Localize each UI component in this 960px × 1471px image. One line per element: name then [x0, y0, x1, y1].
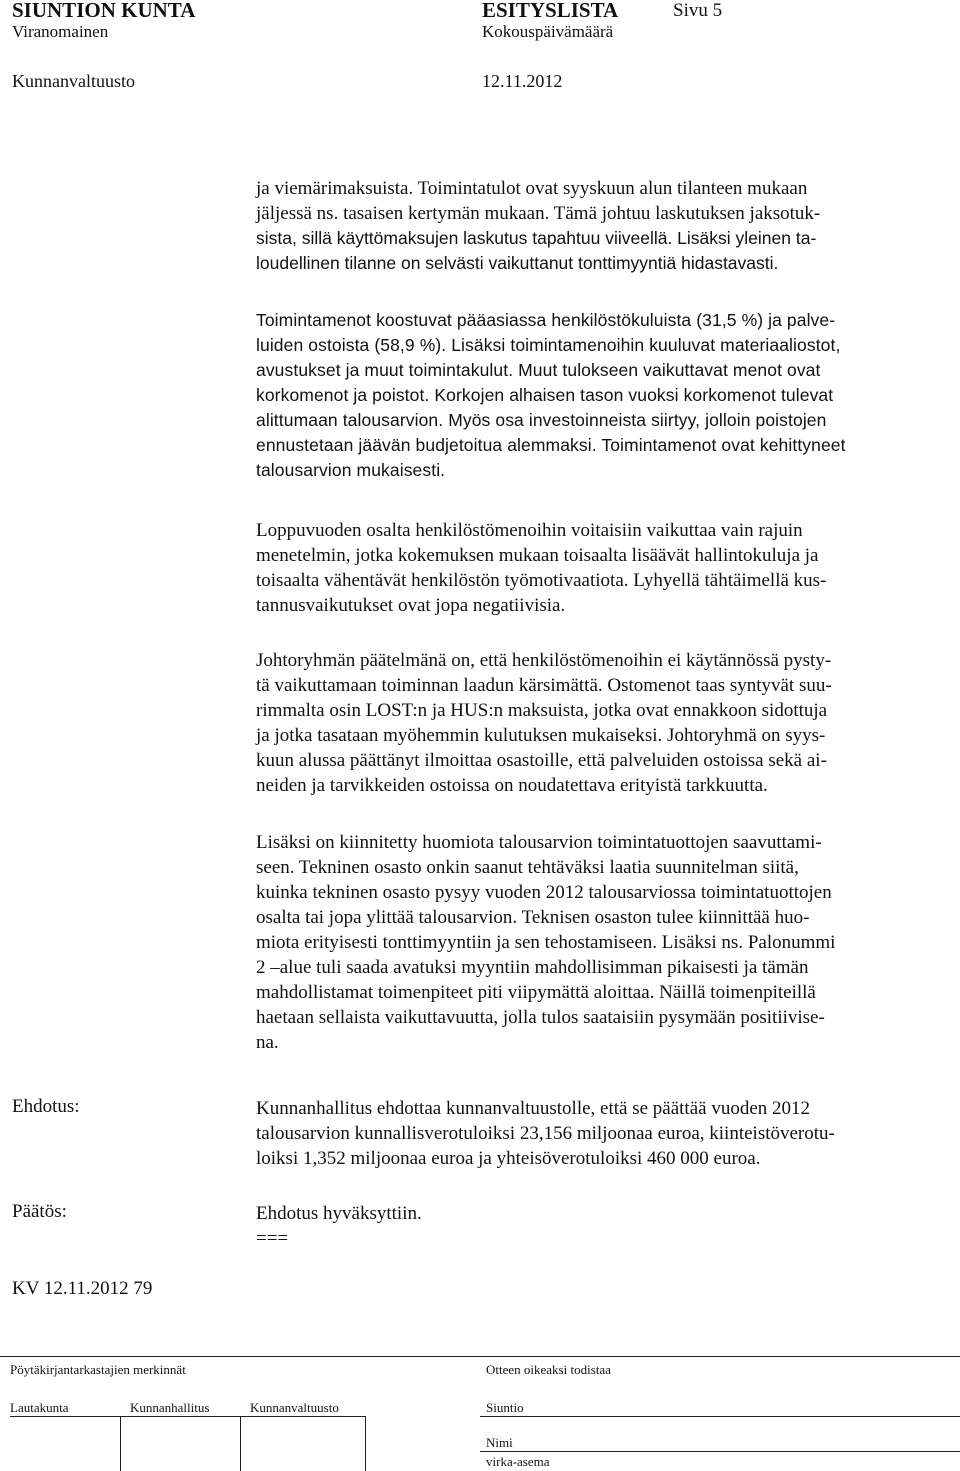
footer-col-board: Lautakunta: [10, 1400, 69, 1415]
footer-col-council: Kunnanvaltuusto: [250, 1400, 339, 1415]
paragraph-line: miota erityisesti tonttimyyntiin ja sen tehostamiseen. Lisäksi ns. Palonummi: [256, 932, 836, 953]
proposal-text: [256, 1096, 946, 1171]
paragraph-line: ennustetaan jäävän budjetoitua alemmaksi. Toimintamenot ovat kehittyneet: [256, 435, 846, 455]
paragraph-line: kuun alussa päättänyt ilmoittaa osastoille, että palveluiden ostoissa sekä ai-: [256, 750, 827, 771]
paragraph-line: seen. Tekninen osasto onkin saanut tehtäväksi laatia suunnitelman siitä,: [256, 857, 799, 878]
paragraph-line: Lisäksi on kiinnitetty huomiota talousarvion toimintatuottojen saavuttami-: [256, 832, 822, 853]
paragraph-line: talousarvion mukaisesti.: [256, 460, 446, 480]
footer-rule-right: [480, 1416, 960, 1417]
paragraph-1: [256, 176, 946, 276]
paragraph-line: tä vaikuttamaan toiminnan laadun kärsimättä. Ostomenot taas syntyvät suu-: [256, 675, 832, 696]
paragraph-line: toisaalta vähentävät henkilöstön työmotivaatiota. Lyhyellä tähtäimellä kus-: [256, 570, 827, 591]
paragraph-3: [256, 518, 946, 618]
paragraph-line: korkomenot ja poistot. Korkojen alhaisen tason vuoksi korkomenot tulevat: [256, 385, 834, 405]
footer-certify-title: Otteen oikeaksi todistaa: [486, 1362, 611, 1377]
paragraph-line: kuinka tekninen osasto pysyy vuoden 2012 talousarviossa toimintatuottojen: [256, 882, 832, 903]
paragraph-5: [256, 830, 946, 1055]
meeting-body: Kunnanvaltuusto: [12, 71, 135, 91]
paragraph-line: rimmalta osin LOST:n ja HUS:n maksuista, jotka ovat ennakkoon sidottuja: [256, 700, 828, 721]
footer-name-label: Nimi: [486, 1435, 513, 1450]
paragraph-line: avustukset ja muut toimintakulut. Muut tulokseen vaikuttavat menot ovat: [256, 360, 821, 380]
footer-rule-left: [10, 1416, 365, 1417]
paragraph-line: Loppuvuoden osalta henkilöstömenoihin voitaisiin vaikuttaa vain rajuin: [256, 520, 803, 541]
paragraph-line: sista, sillä käyttömaksujen laskutus tapahtuu viiveellä. Lisäksi yleinen ta-: [256, 228, 817, 248]
municipality-name: SIUNTION KUNTA: [12, 0, 196, 22]
paragraph-line: mahdollistamat toimenpiteet piti viipymättä aloittaa. Näillä toimenpiteillä: [256, 982, 816, 1003]
paragraph-line: 2 –alue tuli saada avatuksi myyntiin mahdollisimman pikaisesti ja tämän: [256, 957, 809, 978]
decision-line: Ehdotus hyväksyttiin.: [256, 1203, 422, 1224]
meeting-date: 12.11.2012: [482, 71, 563, 91]
decision-label: Päätös:: [12, 1201, 67, 1222]
footer-divider-2: [240, 1416, 241, 1471]
signature-footer: [0, 1356, 960, 1471]
proposal-label: Ehdotus:: [12, 1096, 80, 1117]
footer-divider-1: [120, 1416, 121, 1471]
paragraph-line: jäljessä ns. tasaisen kertymän mukaan. Tämä johtuu laskutuksen jaksotuk-: [256, 203, 821, 224]
document-type: ESITYSLISTA: [482, 0, 619, 22]
paragraph-line: neiden ja tarvikkeiden ostoissa on noudatettava erityistä tarkkuutta.: [256, 775, 768, 796]
paragraph-line: na.: [256, 1032, 279, 1053]
paragraph-line: tannusvaikutukset ovat jopa negatiivisia.: [256, 595, 566, 616]
footer-rule-name: [480, 1451, 960, 1452]
paragraph-2: [256, 308, 946, 483]
paragraph-line: osalta tai jopa ylittää talousarvion. Teknisen osaston tulee kiinnittää huo-: [256, 907, 810, 928]
reference-number: KV 12.11.2012 79: [12, 1278, 153, 1299]
decision-separator: ===: [256, 1228, 289, 1249]
paragraph-line: ja viemärimaksuista. Toimintatulot ovat syyskuun alun tilanteen mukaan: [256, 178, 808, 199]
paragraph-line: luiden ostoista (58,9 %). Lisäksi toimintamenoihin kuuluvat materiaaliostot,: [256, 335, 841, 355]
authority-label: Viranomainen: [12, 22, 109, 41]
paragraph-line: haetaan sellaista vaikuttavuutta, jolla tulos saataisiin pysymään positiivise-: [256, 1007, 825, 1028]
decision-text: [256, 1201, 946, 1251]
paragraph-line: loudellinen tilanne on selvästi vaikuttanut tonttimyyntiä hidastavasti.: [256, 253, 779, 273]
footer-divider-3: [365, 1416, 366, 1471]
paragraph-line: ja jotka tasataan myöhemmin kulutuksen mukaiseksi. Johtoryhmä on syys-: [256, 725, 826, 746]
proposal-line: talousarvion kunnallisverotuloiksi 23,156 miljoonaa euroa, kiinteistöverotu-: [256, 1123, 835, 1144]
paragraph-line: alittumaan talousarvion. Myös osa investoinneista siirtyy, jolloin poistojen: [256, 410, 827, 430]
footer-place: Siuntio: [486, 1400, 524, 1415]
proposal-line: Kunnanhallitus ehdottaa kunnanvaltuustolle, että se päättää vuoden 2012: [256, 1098, 811, 1119]
paragraph-line: Toimintamenot koostuvat pääasiassa henkilöstökuluista (31,5 %) ja palve-: [256, 310, 836, 330]
page-number: Sivu 5: [673, 0, 723, 21]
paragraph-line: menetelmin, jotka kokemuksen mukaan toisaalta lisäävät hallintokuluja ja: [256, 545, 819, 566]
footer-top-rule: [0, 1356, 960, 1357]
footer-reviewers-title: Pöytäkirjantarkastajien merkinnät: [10, 1362, 186, 1377]
paragraph-line: Johtoryhmän päätelmänä on, että henkilöstömenoihin ei käytännössä pysty-: [256, 650, 832, 671]
footer-col-executive: Kunnanhallitus: [130, 1400, 210, 1415]
footer-title-label: virka-asema: [486, 1454, 550, 1469]
meeting-date-label: Kokouspäivämäärä: [482, 22, 614, 41]
proposal-line: loiksi 1,352 miljoonaa euroa ja yhteisöverotuloiksi 460 000 euroa.: [256, 1148, 761, 1169]
paragraph-4: [256, 648, 946, 798]
